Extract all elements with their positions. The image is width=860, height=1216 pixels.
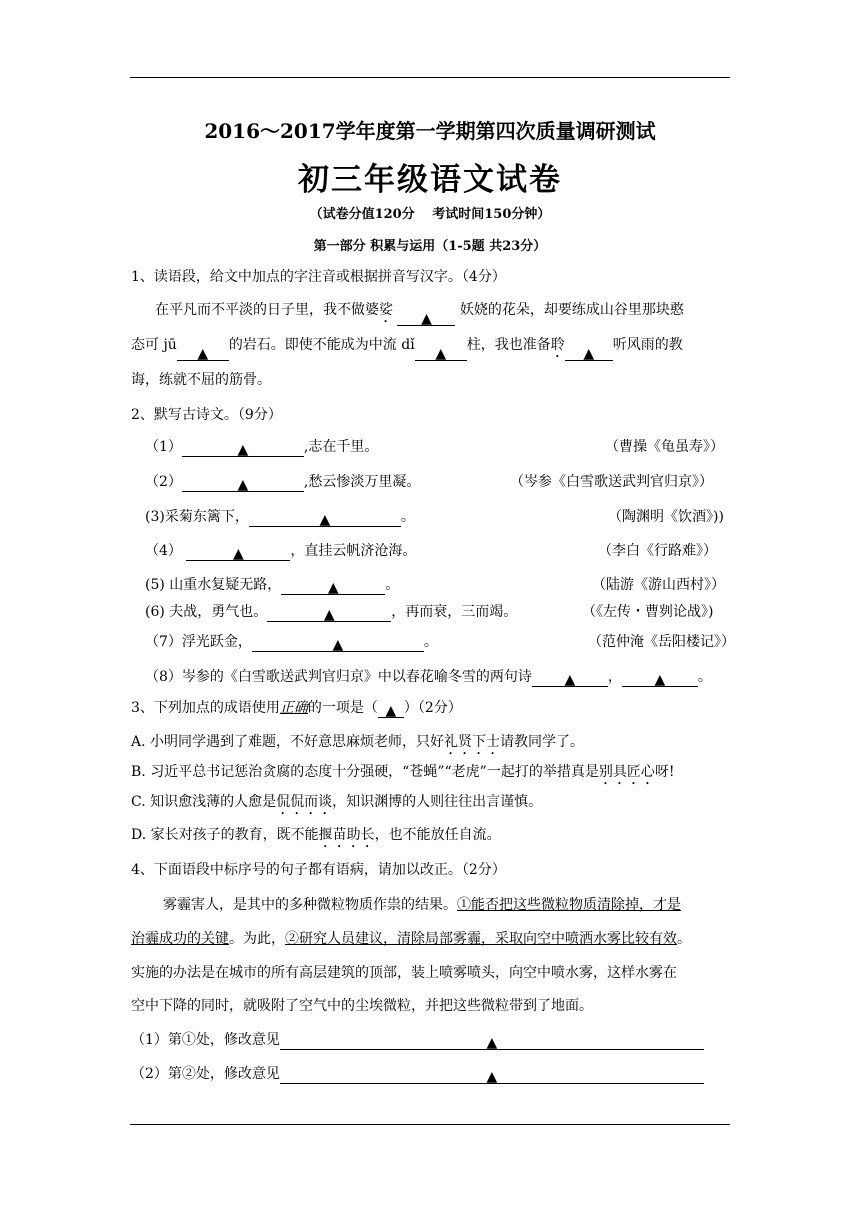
part-heading: 第一部分 积累与运用（1-5题 共23分） [313, 239, 547, 254]
dotted-char: 聆 [550, 337, 565, 353]
q4-fix1: （1）第①处，修改意见 ▲ [131, 1030, 704, 1050]
q2-source1: （曹操《龟虽寿》） [605, 439, 724, 455]
q3-option-d[interactable]: D. 家长对孩子的教育，既不能揠苗助长，也不能放任自流。 [131, 827, 501, 843]
top-rule [130, 77, 730, 78]
q2-item8: （8）岑参的《白雪歌送武判官归京》中以春花喻冬雪的两句诗 ▲ ， ▲ 。 [145, 669, 712, 688]
q2-item4: （4） ▲ ，直挂云帆济沧海。 [145, 543, 417, 562]
answer-blank[interactable]: ▲ [280, 1033, 704, 1050]
answer-blank[interactable]: ▲ [532, 670, 608, 687]
answer-blank[interactable]: ▲ [415, 344, 467, 361]
bottom-rule [130, 1124, 730, 1125]
answer-blank[interactable]: ▲ [280, 1067, 704, 1084]
q2-stem: 2、默写古诗文。（9分） [131, 407, 282, 423]
q3-stem: 3、下列加点的成语使用正确的一项是（ ▲ ）（2分） [131, 700, 462, 719]
exam-title: 2016～2017学年度第一学期第四次质量调研测试 [204, 119, 656, 143]
q3-option-b[interactable]: B. 习近平总书记惩治贪腐的态度十分强硬，“苍蝇”“老虎”一起打的举措真是别具匠心呀! [131, 764, 675, 780]
paper-title: 初三年级语文试卷 [298, 162, 562, 198]
answer-blank[interactable]: ▲ [397, 309, 455, 326]
q2-source5: （陆游《游山西村》） [592, 577, 725, 593]
answer-blank[interactable]: ▲ [249, 510, 401, 527]
answer-blank[interactable]: ▲ [182, 440, 304, 457]
q4-para-line2: 治霾成功的关键。为此，②研究人员建议，清除局部雾霾，采取向空中喷洒水雾比较有效。 [131, 931, 691, 947]
emphasis-word: 正确 [279, 700, 308, 716]
q2-source7: （范仲淹《岳阳楼记》） [588, 634, 735, 650]
q1-stem: 1、读语段，给文中加点的字注音或根据拼音写汉字。（4分） [131, 269, 506, 285]
q2-source4: （李白《行路难》） [598, 543, 717, 559]
answer-blank[interactable]: ▲ [267, 605, 391, 622]
dotted-char: 娑 [379, 302, 393, 318]
q2-item1: （1） ▲ ,志在千里。 [145, 439, 379, 458]
answer-blank[interactable]: ▲ [182, 475, 304, 492]
flagged-sentence-1: ①能否把这些微粒物质清除掉，才是 [457, 897, 681, 913]
answer-blank[interactable]: ▲ [281, 578, 385, 595]
q1-line1: 在平凡而不平淡的日子里，我不做婆娑 ▲ 妖娆的花朵，却要练成山谷里那块憨 [155, 302, 684, 327]
q2-source3: （陶渊明《饮酒》)) [608, 509, 724, 525]
q3-option-a[interactable]: A. 小明同学遇到了难题，不好意思麻烦老师，只好礼贤下士请教同学了。 [131, 734, 585, 750]
answer-blank[interactable]: ▲ [565, 344, 613, 361]
answer-blank[interactable]: ▲ [252, 635, 424, 652]
q2-source6: （《左传・曹刿论战》) [582, 604, 714, 620]
q2-item5: (5) 山重水复疑无路， ▲ 。 [145, 577, 400, 596]
q2-item7: （7）浮光跃金， ▲ 。 [145, 634, 438, 653]
flagged-sentence-2: ②研究人员建议，清除局部雾霾，采取向空中喷洒水雾比较有效 [285, 931, 677, 947]
answer-blank[interactable]: ▲ [622, 670, 698, 687]
answer-blank[interactable]: ▲ [177, 344, 229, 361]
q4-para-line4: 空中下降的同时，就吸附了空气中的尘埃微粒，并把这些微粒带到了地面。 [131, 998, 593, 1014]
q2-item6: (6) 夫战，勇气也。 ▲ ，再而衰，三而竭。 [145, 604, 518, 623]
q2-item2: （2） ▲ ,愁云惨淡万里凝。 [145, 474, 421, 493]
q2-item3: (3)采菊东篱下， ▲ 。 [145, 509, 415, 528]
q3-option-c[interactable]: C. 知识愈浅薄的人愈是侃侃而谈，知识渊博的人则往往出言谨慎。 [131, 794, 543, 810]
q2-source2: （岑参《白雪歌送武判官归京》） [510, 474, 713, 490]
exam-info: （试卷分值120分 考试时间150分钟） [309, 207, 551, 222]
q4-stem: 4、下面语段中标序号的句子都有语病，请加以改正。（2分） [131, 862, 506, 878]
q4-para-line3: 实施的办法是在城市的所有高层建筑的顶部，装上喷雾喷头，向空中喷水雾，这样水雾在 [131, 965, 677, 981]
answer-blank[interactable]: ▲ [378, 701, 404, 718]
q4-fix2: （2）第②处，修改意见 ▲ [131, 1064, 704, 1084]
q1-line3: 诲，练就不屈的筋骨。 [131, 372, 271, 388]
q1-line2: 态可 jū▲的岩石。即使不能成为中流 dǐ▲柱，我也准备聆▲听风雨的教 [131, 337, 683, 362]
q4-para-line1: 雾霾害人，是其中的多种微粒物质作祟的结果。①能否把这些微粒物质清除掉，才是 [163, 897, 681, 913]
answer-blank[interactable]: ▲ [186, 544, 290, 561]
